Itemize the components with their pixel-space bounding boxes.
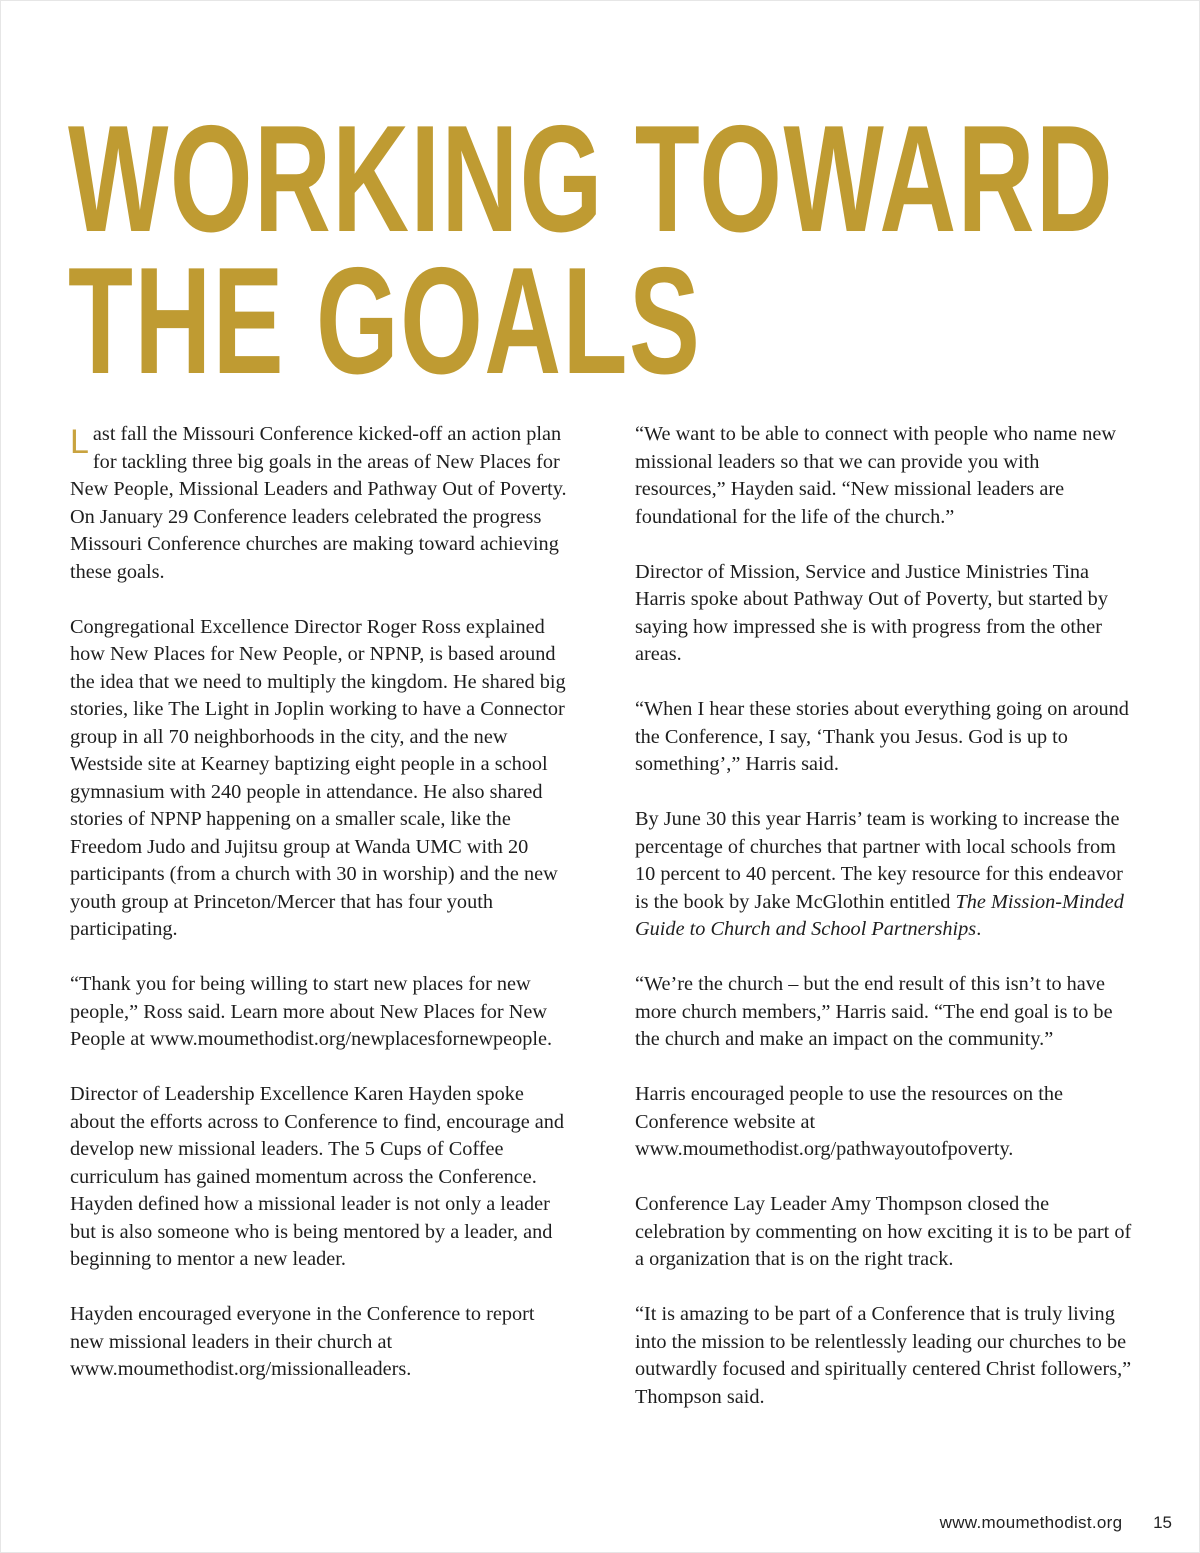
paragraph-church-quote: “We’re the church – but the end result of this isn’t to have more church members,” Harris said. “The end goal is to be the church and make an impact on the community.”: [635, 973, 1113, 1050]
paragraph-schools: [635, 806, 1135, 944]
paragraph-harris-quote: “When I hear these stories about everything going on around the Conference, I say, ‘Thank you Jesus. God is up to something’,” Harris said.: [635, 698, 1129, 775]
right-column: [635, 421, 1135, 1439]
footer-url: www.moumethodist.org: [939, 1513, 1123, 1532]
paragraph-npnp: Congregational Excellence Director Roger Ross explained how New Places for New People, or NPNP, is based around the idea that we need to multiply the kingdom. He shared big stories, like The Light in Joplin working to have a Connector group in all 70 neighborhoods in the city, and the new Westside site at Kearney baptizing eight people in a school gymnasium with 240 people in attendance. He also shared stories of NPNP happening on a smaller scale, like the Freedom Judo and Jujitsu group at Wanda UMC with 20 participants (from a church with 30 in worship) and the new youth group at Princeton/Mercer that has four youth participating.: [70, 615, 566, 940]
title-line-2: THE GOALS: [68, 236, 702, 406]
schools-end: .: [976, 918, 982, 940]
book-title: The Mission-Minded Guide to Church and School Partnerships: [635, 890, 1124, 940]
left-column: [70, 421, 570, 1411]
page-title: [68, 94, 1115, 406]
paragraph-leadership: Director of Leadership Excellence Karen Hayden spoke about the efforts across to Conference to find, encourage and develop new missional leaders. The 5 Cups of Coffee curriculum has gained momentum across the Conference. Hayden defined how a missional leader is not only a leader but is also someone who is being mentored by a leader, and beginning to mentor a new leader.: [70, 1083, 565, 1270]
page-number: 15: [1153, 1513, 1172, 1532]
page-footer: [940, 1513, 1172, 1535]
intro-text: ast fall the Missouri Conference kicked-off an action plan for tackling three big goals in the areas of New Places for New People, Missional Leaders and Pathway Out of Poverty. On January 29 Conference leaders celebrated the progress Missouri Conference churches are making toward achieving these goals.: [70, 423, 567, 583]
paragraph-hayden-quote: “We want to be able to connect with people who name new missional leaders so that we can provide you with resources,” Hayden said. “New missional leaders are foundational for the life of the church.”: [635, 423, 1117, 528]
paragraph-report-leaders: Hayden encouraged everyone in the Conference to report new missional leaders in their church at www.moumethodist.org/missionalleaders.: [70, 1303, 535, 1380]
paragraph-lay-leader: Conference Lay Leader Amy Thompson closed the celebration by commenting on how exciting it is to be part of a organization that is on the right track.: [635, 1193, 1132, 1270]
paragraph-intro: [70, 421, 570, 586]
paragraph-resources: Harris encouraged people to use the resources on the Conference website at www.moumethodist.org/pathwayoutofpoverty.: [635, 1083, 1063, 1160]
title-line-1: WORKING TOWARD: [68, 94, 1115, 264]
drop-cap: L: [70, 423, 89, 461]
paragraph-ross-quote: “Thank you for being willing to start new places for new people,” Ross said. Learn more about New Places for New People at www.moumethodist.org/newplacesfornewpeople.: [70, 973, 553, 1050]
schools-text: By June 30 this year Harris’ team is working to increase the percentage of churches that partner with local schools from 10 percent to 40 percent. The key resource for this endeavor is the book by Jake McGlothin entitled: [635, 808, 1123, 913]
paragraph-poverty: Director of Mission, Service and Justice Ministries Tina Harris spoke about Pathway Out of Poverty, but started by saying how impressed she is with progress from the other areas.: [635, 560, 1108, 665]
paragraph-thompson-quote: “It is amazing to be part of a Conference that is truly living into the mission to be relentlessly leading our churches to be outwardly focused and spiritually centered Christ followers,” Thompson said.: [635, 1303, 1132, 1408]
